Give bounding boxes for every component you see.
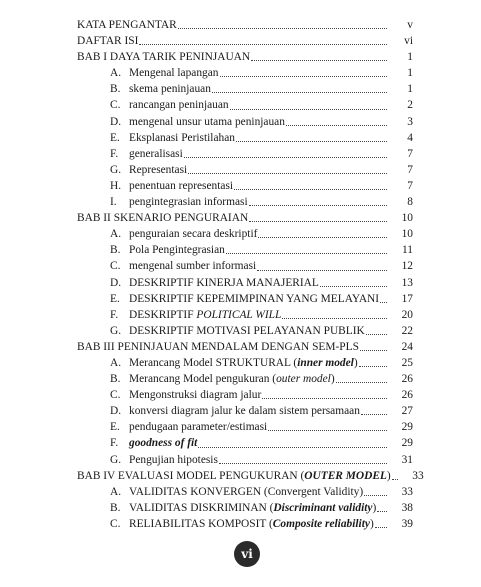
table-of-contents: [77, 17, 424, 532]
entry-title-part: Discriminant validity: [273, 501, 373, 514]
dot-leader: [230, 109, 387, 110]
dot-leader: [249, 205, 387, 206]
entry-title: Eksplanasi Peristilahan: [129, 131, 235, 144]
entry-title-part: ): [353, 356, 358, 369]
entry-letter: A.: [110, 356, 122, 369]
entry-page-number: 22: [401, 324, 413, 337]
entry-title: mengenal unsur utama peninjauan: [129, 115, 285, 128]
entry-page-number: 10: [401, 228, 413, 241]
entry-title: generalisasi: [129, 147, 183, 160]
entry-title: KATA PENGANTAR: [77, 19, 177, 31]
entry-page-number: 8: [407, 196, 413, 209]
toc-subentry[interactable]: [77, 484, 413, 500]
entry-page-number: 29: [401, 437, 413, 450]
entry-title: [129, 516, 374, 532]
dot-leader: [377, 511, 387, 512]
entry-page-number: 12: [401, 260, 413, 273]
dot-leader: [380, 302, 387, 303]
toc-chapter-entry[interactable]: [77, 33, 413, 49]
entry-page-number: 39: [401, 517, 413, 530]
entry-letter: A.: [110, 67, 122, 80]
dot-leader: [220, 76, 387, 77]
entry-letter: G.: [110, 324, 122, 337]
dot-leader: [320, 286, 387, 287]
entry-title: rancangan peninjauan: [129, 99, 229, 112]
entry-title-part: VALIDITAS DISKRIMINAN (: [129, 501, 274, 514]
entry-title-part: outer model: [276, 373, 331, 386]
entry-title: Representasi: [129, 163, 188, 176]
entry-page-number: 33: [412, 469, 424, 482]
dot-leader: [364, 495, 387, 496]
entry-title-part: goodness of fit: [129, 437, 198, 450]
entry-page-number: 2: [407, 99, 413, 112]
entry-title: pengintegrasian informasi: [129, 196, 248, 209]
toc-subentry[interactable]: [77, 452, 413, 468]
dot-leader: [359, 366, 387, 367]
dot-leader: [268, 430, 387, 431]
toc-subentry[interactable]: [77, 178, 413, 194]
entry-title: [129, 435, 197, 451]
entry-title: BAB III PENINJAUAN MENDALAM DENGAN SEM-PLS: [77, 340, 359, 353]
toc-subentry[interactable]: [77, 419, 413, 435]
dot-leader: [392, 479, 398, 480]
entry-title: [129, 371, 335, 387]
entry-letter: I.: [110, 196, 117, 209]
entry-letter: C.: [110, 99, 121, 112]
toc-chapter-entry[interactable]: [77, 339, 413, 355]
entry-letter: B.: [110, 501, 121, 514]
entry-page-number: v: [407, 19, 413, 31]
entry-title: [129, 500, 376, 516]
toc-subentry[interactable]: [77, 162, 413, 178]
entry-letter: B.: [110, 373, 121, 386]
toc-subentry[interactable]: [77, 226, 413, 242]
entry-page-number: 1: [407, 67, 413, 80]
entry-title-part: inner model: [297, 356, 354, 369]
entry-title: skema peninjauan: [129, 83, 211, 96]
entry-page-number: 26: [401, 373, 413, 386]
toc-subentry[interactable]: [77, 65, 413, 81]
entry-letter: A.: [110, 228, 122, 241]
dot-leader: [184, 157, 387, 158]
dot-leader: [336, 382, 387, 383]
entry-page-number: 27: [401, 405, 413, 418]
dot-leader: [188, 173, 387, 174]
page-number-badge: vi: [234, 541, 260, 567]
dot-leader: [226, 253, 387, 254]
entry-letter: E.: [110, 131, 120, 144]
toc-subentry[interactable]: [77, 258, 413, 274]
entry-title: penentuan representasi: [129, 179, 234, 192]
dot-leader: [234, 189, 387, 190]
dot-leader: [236, 141, 387, 142]
toc-subentry[interactable]: [77, 291, 413, 307]
toc-subentry[interactable]: [77, 146, 413, 162]
entry-letter: E.: [110, 421, 120, 434]
toc-subentry[interactable]: [77, 323, 413, 339]
entry-title: Pola Pengintegrasian: [129, 244, 225, 257]
entry-title-part: DESKRIPTIF: [129, 308, 197, 321]
toc-subentry[interactable]: [77, 371, 413, 387]
entry-letter: F.: [110, 147, 119, 160]
entry-title: DESKRIPTIF KEPEMIMPINAN YANG MELAYANI: [129, 292, 380, 305]
entry-page-number: 1: [407, 83, 413, 96]
entry-title: BAB I DAYA TARIK PENINJAUAN: [77, 51, 251, 64]
entry-title: [77, 468, 391, 484]
toc-chapter-entry[interactable]: [77, 17, 413, 33]
entry-letter: C.: [110, 389, 121, 402]
entry-letter: H.: [110, 179, 122, 192]
dot-leader: [212, 92, 387, 93]
dot-leader: [198, 447, 387, 448]
entry-letter: F.: [110, 437, 119, 450]
entry-page-number: 31: [401, 453, 413, 466]
entry-page-number: 3: [407, 115, 413, 128]
entry-letter: G.: [110, 163, 122, 176]
entry-title: DESKRIPTIF MOTIVASI PELAYANAN PUBLIK: [129, 324, 365, 337]
entry-letter: D.: [110, 276, 122, 289]
entry-page-number: 20: [401, 308, 413, 321]
toc-subentry[interactable]: [77, 194, 413, 210]
entry-page-number: 33: [401, 485, 413, 498]
dot-leader: [361, 414, 387, 415]
entry-page-number: 11: [402, 244, 413, 257]
entry-title-part: ): [372, 501, 377, 514]
toc-subentry[interactable]: [77, 97, 413, 113]
entry-title: Mengenal lapangan: [129, 67, 219, 80]
toc-subentry[interactable]: [77, 355, 413, 371]
entry-title: pendugaan parameter/estimasi: [129, 421, 268, 434]
entry-letter: F.: [110, 308, 119, 321]
toc-chapter-entry[interactable]: [77, 468, 424, 484]
entry-title-part: ): [386, 469, 391, 482]
entry-title: Pengujian hipotesis: [129, 453, 218, 466]
entry-page-number: 24: [401, 340, 413, 353]
entry-letter: C.: [110, 260, 121, 273]
toc-subentry[interactable]: [77, 130, 413, 146]
entry-title-part: POLITICAL WILL: [196, 308, 282, 321]
entry-title-part: RELIABILITAS KOMPOSIT (: [129, 517, 273, 530]
dot-leader: [262, 398, 387, 399]
entry-letter: C.: [110, 517, 121, 530]
toc-subentry[interactable]: [77, 81, 413, 97]
entry-letter: G.: [110, 453, 122, 466]
entry-title: VALIDITAS KONVERGEN (Convergent Validity): [129, 485, 364, 498]
entry-title: konversi diagram jalur ke dalam sistem persamaan: [129, 405, 360, 418]
entry-letter: D.: [110, 405, 122, 418]
entry-title-part: OUTER MODEL: [304, 469, 387, 482]
entry-page-number: 10: [401, 212, 413, 225]
dot-leader: [249, 221, 387, 222]
entry-page-number: 29: [401, 421, 413, 434]
entry-title: BAB II SKENARIO PENGURAIAN: [77, 212, 249, 225]
entry-letter: B.: [110, 244, 121, 257]
dot-leader: [258, 237, 387, 238]
entry-page-number: vi: [404, 35, 413, 48]
dot-leader: [178, 28, 387, 29]
toc-chapter-entry[interactable]: [77, 210, 413, 226]
entry-title: DAFTAR ISI: [77, 35, 139, 48]
entry-title: [129, 307, 281, 323]
entry-title-part: Composite reliability: [272, 517, 370, 530]
entry-page-number: 7: [407, 163, 413, 176]
toc-subentry[interactable]: [77, 242, 413, 258]
entry-page-number: 25: [401, 356, 413, 369]
entry-page-number: 4: [407, 131, 413, 144]
entry-title-part: Merancang Model pengukuran (: [129, 373, 277, 386]
dot-leader: [375, 527, 387, 528]
toc-chapter-entry[interactable]: [77, 49, 413, 65]
entry-title: mengenal sumber informasi: [129, 260, 257, 273]
entry-letter: D.: [110, 115, 122, 128]
dot-leader: [251, 60, 387, 61]
dot-leader: [286, 125, 387, 126]
toc-subentry[interactable]: [77, 275, 413, 291]
entry-page-number: 7: [407, 179, 413, 192]
toc-subentry[interactable]: [77, 435, 413, 451]
entry-title-part: Merancang Model STRUKTURAL (: [129, 356, 298, 369]
entry-page-number: 7: [407, 147, 413, 160]
toc-subentry[interactable]: [77, 500, 413, 516]
entry-page-number: 13: [401, 276, 413, 289]
toc-subentry[interactable]: [77, 403, 413, 419]
dot-leader: [139, 44, 387, 45]
entry-title: DESKRIPTIF KINERJA MANAJERIAL: [129, 276, 319, 289]
entry-title: penguraian secara deskriptif: [129, 228, 258, 241]
dot-leader: [257, 270, 387, 271]
dot-leader: [366, 334, 387, 335]
entry-title-part: ): [369, 517, 374, 530]
entry-page-number: 38: [401, 501, 413, 514]
entry-title-part: ): [330, 373, 335, 386]
dot-leader: [219, 463, 387, 464]
entry-letter: A.: [110, 485, 122, 498]
toc-subentry[interactable]: [77, 516, 413, 532]
dot-leader: [282, 318, 387, 319]
toc-subentry[interactable]: [77, 387, 413, 403]
entry-title: Mengonstruksi diagram jalur: [129, 389, 262, 402]
entry-letter: B.: [110, 83, 121, 96]
entry-title-part: BAB IV EVALUASI MODEL PENGUKURAN (: [77, 469, 305, 482]
dot-leader: [360, 350, 387, 351]
entry-title: [129, 355, 358, 371]
entry-page-number: 17: [401, 292, 413, 305]
entry-page-number: 26: [401, 389, 413, 402]
toc-subentry[interactable]: [77, 307, 413, 323]
entry-letter: E.: [110, 292, 120, 305]
entry-page-number: 1: [407, 51, 413, 64]
toc-subentry[interactable]: [77, 114, 413, 130]
